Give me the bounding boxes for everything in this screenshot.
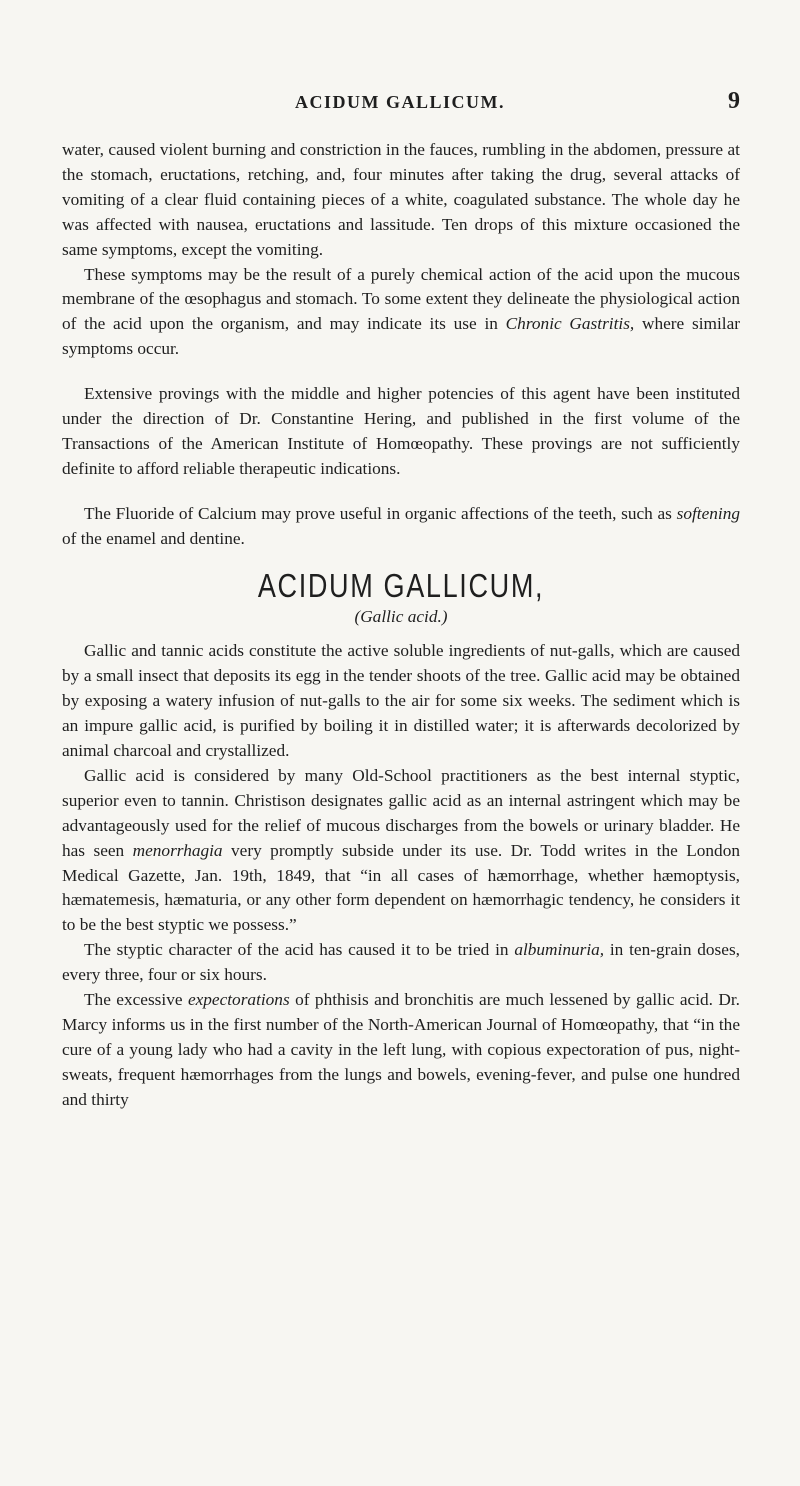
paragraph-text: of the enamel and dentine. <box>62 528 245 548</box>
section-heading: ACIDUM GALLICUM, <box>257 566 545 604</box>
paragraph <box>62 639 740 764</box>
emphasis-text: softening <box>676 503 740 523</box>
emphasis-text: menorrhagia <box>132 840 223 860</box>
paragraph-gap <box>62 362 740 382</box>
paragraph-text: The styptic character of the acid has caused it to be tried in <box>84 940 515 960</box>
paragraph-text: water, caused violent burning and constriction in the fauces, rumbling in the abdomen, pressure at the stomach, eructations, retching, and, four minutes after taking the drug, several attacks of vomiting of a clear fluid containing pieces of a white, coagulated substance. The whole day he was affected with nausea, eructations and lassitude. Ten drops of this mixture occasioned the same symptoms, except the vomiting. <box>62 140 740 259</box>
paragraph <box>62 988 740 1113</box>
paragraph-text: very promptly subside under its use. Dr. Todd writes in the London Medical Gazette, Jan. 19th, 1849, that “in all cases of hæmorrhage, whether hæmoptysis, hæmatemesis, hæmaturia, or any other form dependent on hæmorrhagic tendency, he considers it to be the best styptic we possess.” <box>62 840 740 935</box>
paragraph <box>62 764 740 938</box>
paragraph <box>62 382 740 482</box>
section-subheading: (Gallic acid.) <box>354 606 448 626</box>
emphasis-text: albuminuria, <box>514 940 605 960</box>
page-body <box>62 138 740 1113</box>
paragraph <box>62 138 740 263</box>
paragraph-text: Extensive provings with the middle and higher potencies of this agent have been instituted under the direction of Dr. Constantine Hering, and published in the first volume of the Transactions of the American Institute of Homœopathy. These provings are not sufficiently definite to afford reliable therapeutic indications. <box>62 384 740 478</box>
running-title: ACIDUM GALLICUM. <box>295 92 505 112</box>
paragraph <box>62 938 740 988</box>
paragraph-text: of phthisis and bronchitis are much lessened by gallic acid. Dr. Marcy informs us in the first number of the North-American Journal of Homœopathy, that “in the cure of a young lady who had a cavity in the left lung, with copious expectoration of pus, night-sweats, frequent hæmorrhages from the lungs and bowels, evening-fever, and pulse one hundred and thirty <box>62 990 740 1109</box>
paragraph-text: in ten-grain doses, every three, four or six hours. <box>62 940 740 985</box>
paragraph-text: Gallic acid is considered by many Old-School practitioners as the best internal styptic, superior even to tannin. Christison designates gallic acid as an internal astringent which may be advantageously used for the relief of mucous discharges from the bowels or urinary bladder. He has seen <box>62 765 740 860</box>
paragraph-gap <box>62 482 740 502</box>
paragraph-text: where similar symptoms occur. <box>62 314 740 359</box>
paragraph-text: The excessive <box>84 990 188 1010</box>
paragraph-text: These symptoms may be the result of a purely chemical action of the acid upon the mucous membrane of the œsophagus and stomach. To some extent they delineate the physiological action of the acid upon the organism, and may indicate its use in <box>62 264 740 334</box>
emphasis-text: Chronic Gastritis, <box>505 314 635 334</box>
paragraph <box>62 263 740 363</box>
paragraph-text: Gallic and tannic acids constitute the active soluble ingredients of nut-galls, which are caused by a small insect that deposits its egg in the tender shoots of the tree. Gallic acid may be obtained by exposing a watery infusion of nut-galls to the air for some six weeks. The sediment which is an impure gallic acid, is purified by boiling it in distilled water; it is afterwards decolorized by animal charcoal and crystallized. <box>62 641 740 761</box>
emphasis-text: expectorations <box>187 990 290 1010</box>
page-number: 9 <box>728 88 740 114</box>
paragraph <box>62 502 740 552</box>
running-head <box>60 88 740 118</box>
paragraph-text: The Fluoride of Calcium may prove useful in organic affections of the teeth, such as <box>84 503 677 523</box>
